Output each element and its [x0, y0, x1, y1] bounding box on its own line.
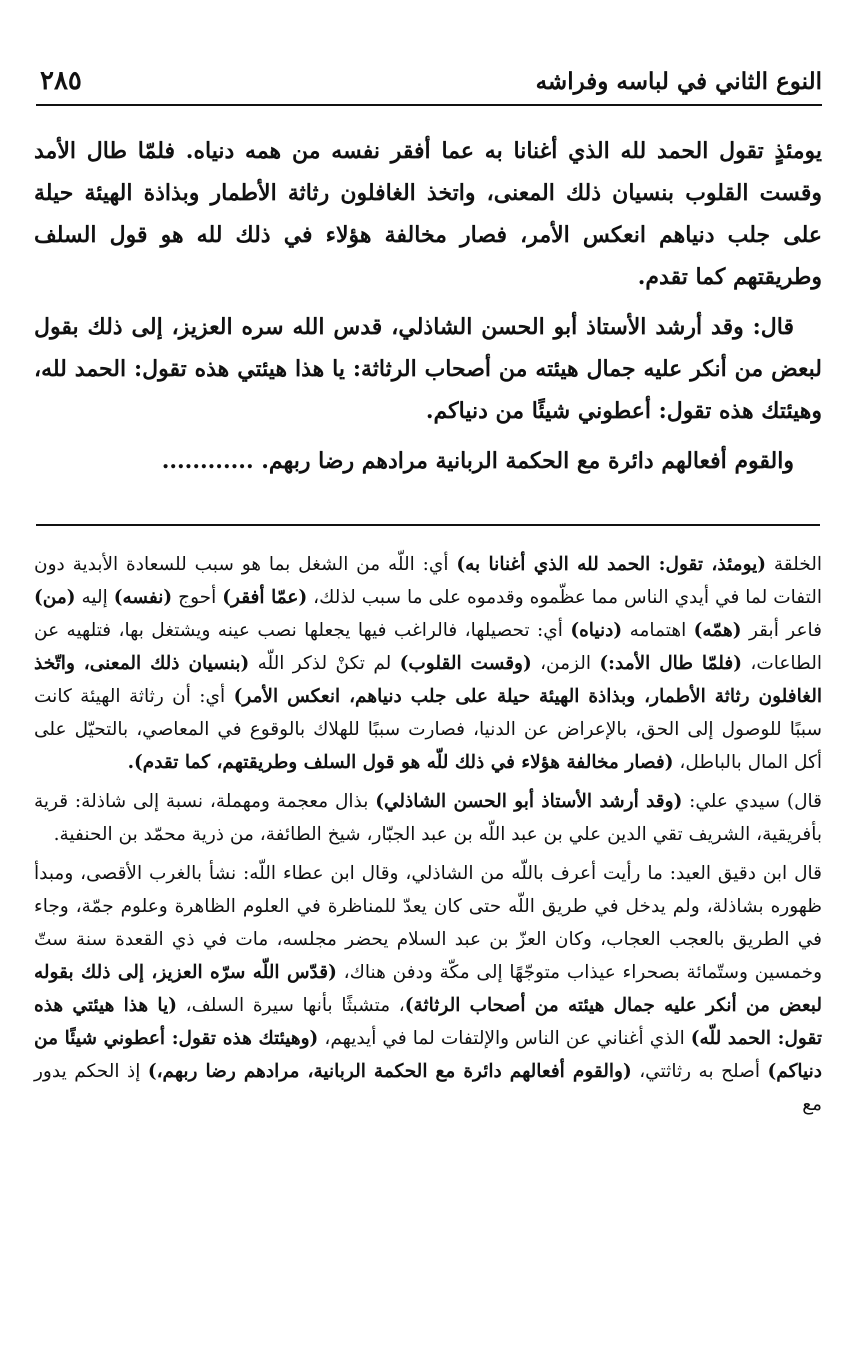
commentary-text: قال ابن دقيق العيد: ما رأيت أعرف باللّه من الشاذلي، وقال ابن عطاء اللّه: نشأ بالغرب الأقصى، ومبدأ ظهوره بشاذلة، ولم يدخل في طريق اللّه حتى كان يعدّ للمناظرة في العلوم الظاهرة وعلوم جمّة، وجاء في الطريق بالعجب العجاب، وكان العزّ بن عبد السلام يحضر مجلسه، مات في ذي القعدة سنة ستّ وخمسين وستّمائة بصحراء عيذاب متوجّهًا إلى مكّة ودفن هناك،: [34, 863, 823, 983]
quoted-text: (بنسيان ذلك المعنى، واتّخذ الغافلون رثاثة الأطمار، وبذاذة الهيئة حيلة على جلب دنياهم، انعكس الأمر): [34, 653, 822, 707]
quoted-text: (فلمّا طال الأمد:): [599, 653, 742, 674]
commentary-text: أصلح به رثاثتي،: [631, 1061, 768, 1082]
commentary-text: إليه: [75, 587, 114, 608]
quoted-text: (يومئذ، تقول: الحمد لله الذي أغنانا به): [456, 554, 767, 575]
quoted-text: (وقست القلوب): [399, 653, 532, 674]
commentary-paragraph-2: [34, 785, 822, 851]
quoted-text: (همّه): [693, 620, 742, 641]
quoted-text: (من): [34, 587, 76, 608]
commentary-text: الزمن،: [531, 653, 600, 674]
page-header: [36, 64, 822, 106]
commentary-paragraph-3: [34, 857, 822, 1121]
commentary-text: أي: اللّه من الشغل بما هو سبب للسعادة الأبدية دون التفات لما في أيدي الناس مما عظّموه وقدموه على ما سبب لذلك،: [34, 554, 822, 608]
commentary-text: إذ الحكم يدور مع: [34, 1061, 822, 1115]
commentary-text: أحوج: [172, 587, 223, 608]
commentary-text: بذال معجمة ومهملة، نسبة إلى شاذلة: قرية بأفريقية، الشريف تقي الدين علي بن عبد اللّه بن عبد الجبّار، شيخ الطائفة، من ذرية محمّد بن الحنفية.: [34, 791, 822, 845]
commentary-text: لم تكنْ لذكر اللّه: [249, 653, 400, 674]
main-paragraph-3: والقوم أفعالهم دائرة مع الحكمة الربانية مرادهم رضا ربهم. ............: [161, 448, 794, 474]
running-title: النوع الثاني في لباسه وفراشه: [535, 68, 822, 95]
section-divider: [36, 524, 820, 526]
commentary-text: فاعر أبقر: [741, 620, 822, 641]
quoted-text: (نفسه): [113, 587, 173, 608]
commentary-text: قال) سيدي علي:: [682, 791, 822, 812]
quoted-text: (قدّس اللّه سرّه العزيز، إلى ذلك بقوله لبعض من أنكر عليه جمال هيئته من أصحاب الرثاثة): [34, 962, 822, 1016]
quoted-text: (يا هذا هيئتي هذه تقول: الحمد للّه): [34, 995, 822, 1049]
commentary-paragraph-1: [34, 548, 822, 779]
quoted-text: (دنياه): [570, 620, 623, 641]
commentary-text: اهتمامه: [622, 620, 694, 641]
quoted-text: (عمّا أفقر): [222, 587, 308, 608]
main-text: [34, 130, 822, 490]
quoted-text: (والقوم أفعالهم دائرة مع الحكمة الربانية، مرادهم رضا ربهم،): [147, 1061, 632, 1082]
main-paragraph-2: قال: وقد أرشد الأستاذ أبو الحسن الشاذلي، قدس الله سره العزيز، إلى ذلك بقول لبعض من أنكر عليه جمال هيئته من أصحاب الرثاثة: يا هذا هيئتي هذه تقول: الحمد لله، وهيئتك هذه تقول: أعطوني شيئًا من دنياكم.: [34, 314, 822, 424]
quoted-text: (وهيئتك هذه تقول: أعطوني شيئًا من دنياكم): [34, 1028, 822, 1082]
commentary-text: ، متشبثًا بأنها سيرة السلف،: [176, 995, 405, 1016]
quoted-text: (فصار مخالفة هؤلاء في ذلك للّه هو قول السلف وطريقتهم، كما تقدم).: [127, 752, 674, 773]
page-number: ٢٨٥: [40, 66, 82, 96]
main-paragraph-1: يومئذٍ تقول الحمد لله الذي أغنانا به عما أفقر نفسه من همه دنياه. فلمّا طال الأمد وقست القلوب بنسيان ذلك المعنى، واتخذ الغافلون رثاثة الأطمار وبذاذة الهيئة حيلة على جلب دنياهم انعكس الأمر، فصار مخالفة هؤلاء في ذلك لله هو قول السلف وطريقتهم كما تقدم.: [34, 138, 822, 290]
commentary-text: أي: أن رثاثة الهيئة كانت سببًا للوصول إلى الحق، بالإعراض عن الدنيا، فصارت سببًا للهلاك بالوقوع في المعاصي، بالتحيّل على أكل المال بالباطل،: [34, 686, 822, 773]
quoted-text: (وقد أرشد الأستاذ أبو الحسن الشاذلي): [375, 791, 683, 812]
commentary-text: الذي أغناني عن الناس والإلتفات لما في أيديهم،: [318, 1028, 691, 1049]
commentary-text: الخلقة: [766, 554, 822, 575]
commentary: [34, 548, 822, 1127]
commentary-text: أي: تحصيلها، فالراغب فيها يجعلها نصب عينه ويشتغل بها، فتلهيه عن الطاعات،: [34, 620, 823, 674]
